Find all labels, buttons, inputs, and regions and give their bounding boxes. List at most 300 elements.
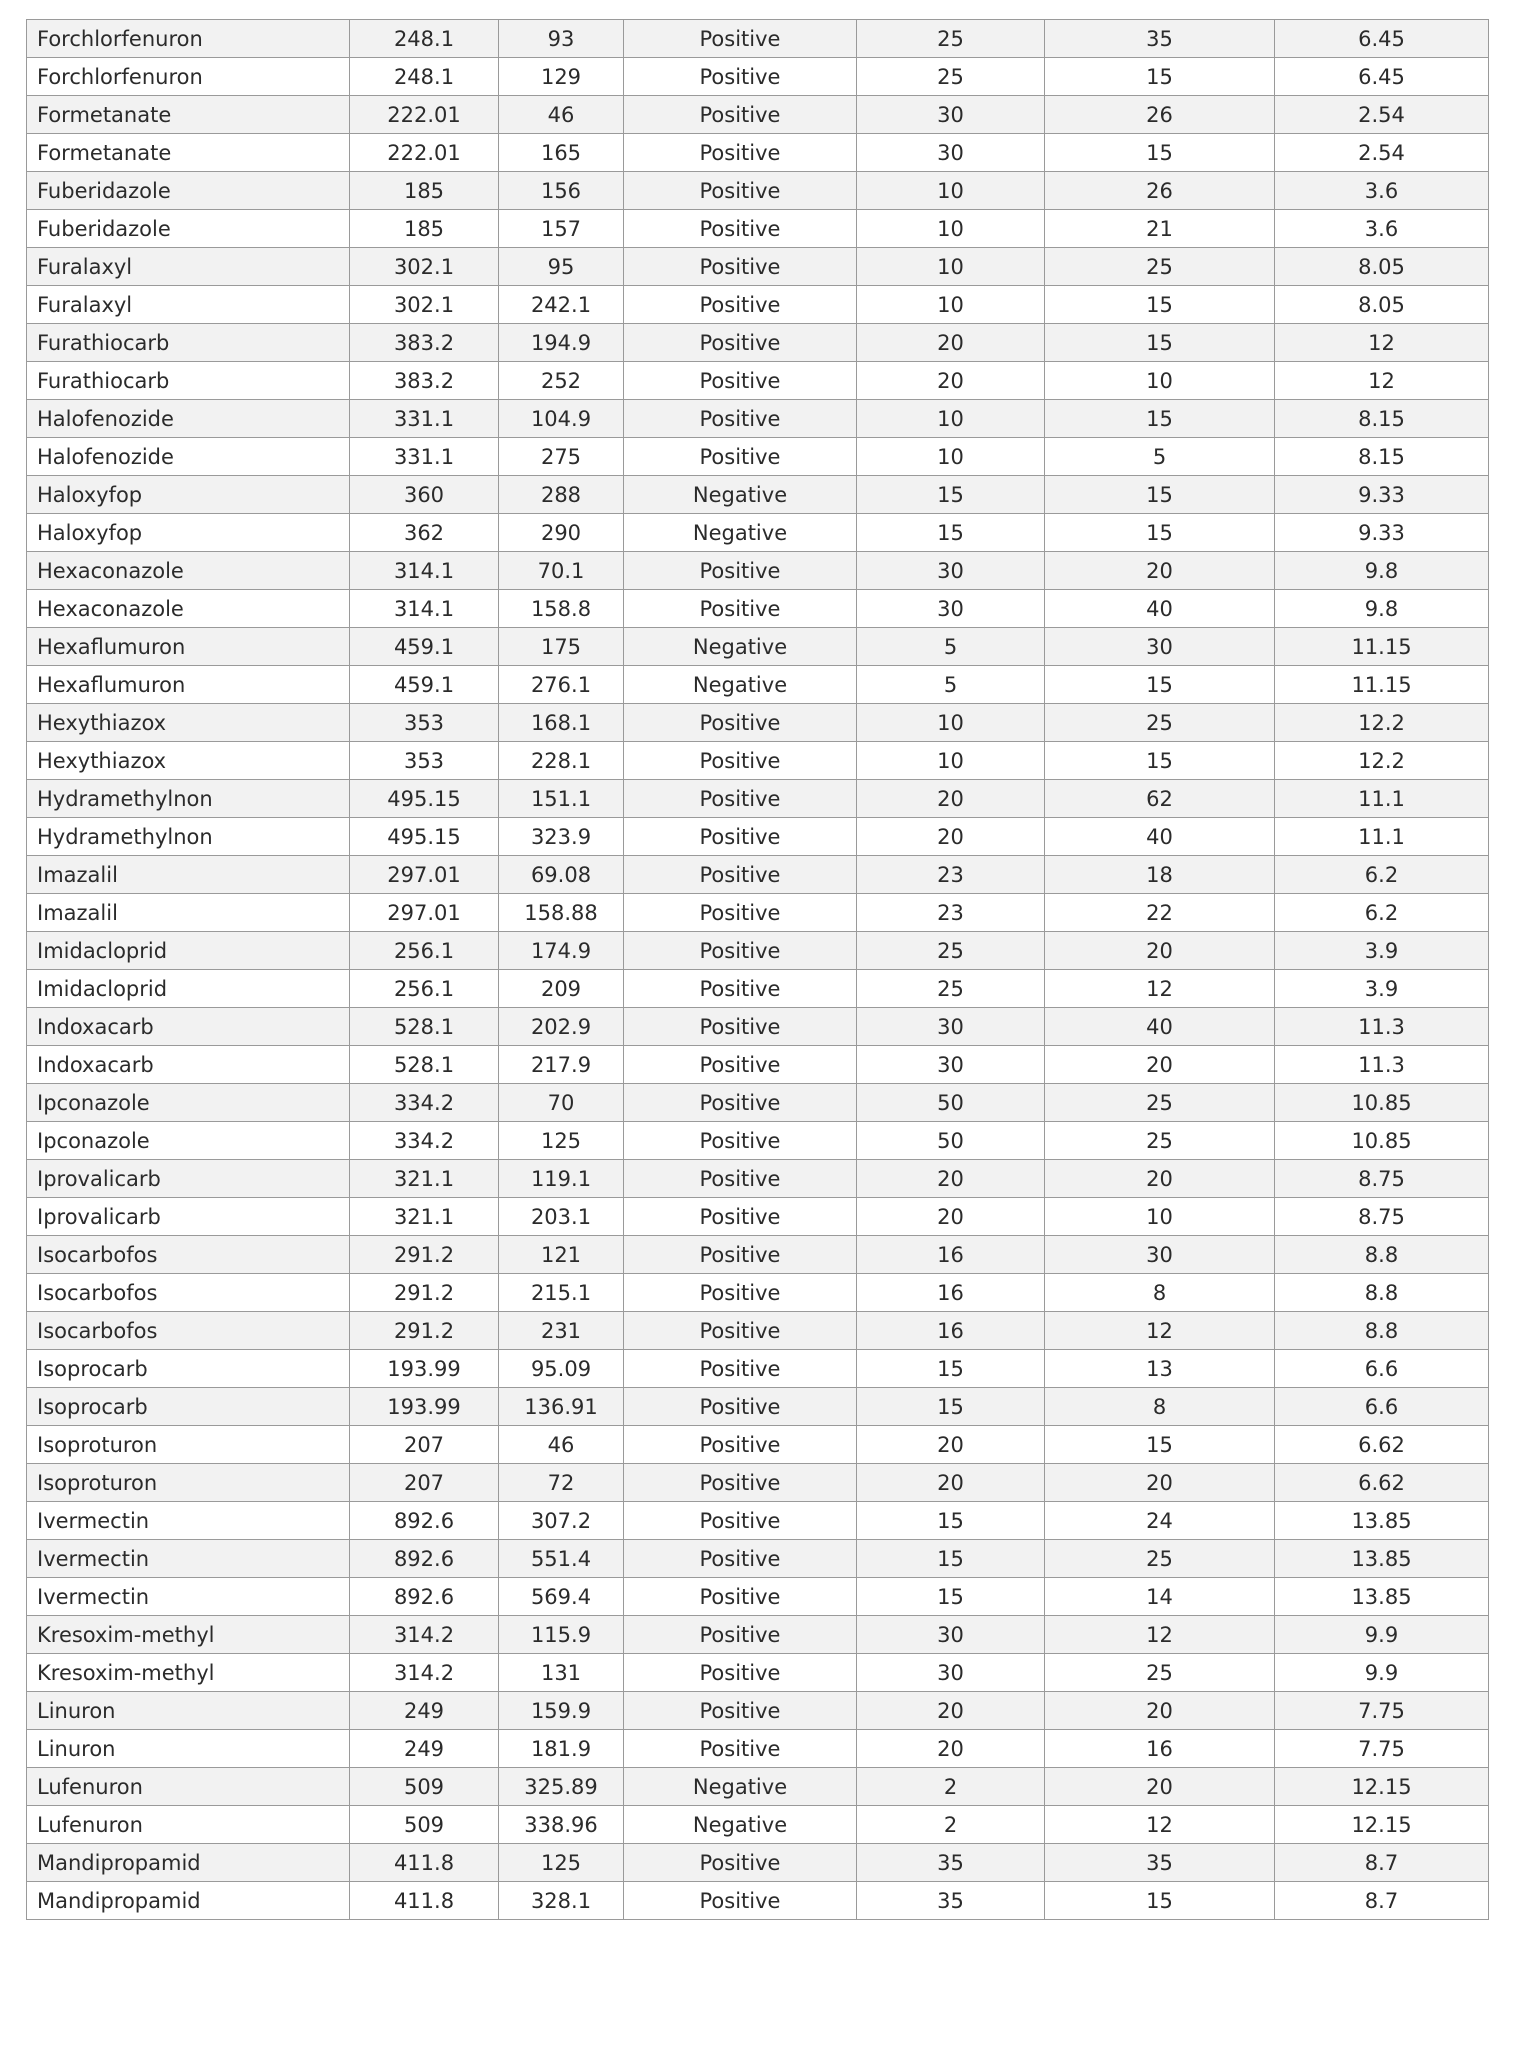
- precursor-ion-cell: 331.1: [350, 438, 499, 476]
- collision-energy-cell: 15: [1045, 400, 1275, 438]
- precursor-ion-cell: 297.01: [350, 894, 499, 932]
- precursor-ion-cell: 892.6: [350, 1502, 499, 1540]
- ion-mode-cell: Positive: [624, 1084, 857, 1122]
- cone-voltage-cell: 20: [857, 362, 1045, 400]
- product-ion-cell: 242.1: [499, 286, 624, 324]
- collision-energy-cell: 12: [1045, 1312, 1275, 1350]
- table-row: [27, 1236, 1489, 1274]
- table-row: [27, 1654, 1489, 1692]
- collision-energy-cell: 21: [1045, 210, 1275, 248]
- precursor-ion-cell: 495.15: [350, 818, 499, 856]
- collision-energy-cell: 15: [1045, 666, 1275, 704]
- table-row: [27, 514, 1489, 552]
- product-ion-cell: 46: [499, 1426, 624, 1464]
- ion-mode-cell: Negative: [624, 1806, 857, 1844]
- product-ion-cell: 151.1: [499, 780, 624, 818]
- retention-time-cell: 3.9: [1275, 970, 1489, 1008]
- product-ion-cell: 323.9: [499, 818, 624, 856]
- collision-energy-cell: 25: [1045, 1540, 1275, 1578]
- precursor-ion-cell: 383.2: [350, 324, 499, 362]
- collision-energy-cell: 25: [1045, 1084, 1275, 1122]
- compound-cell: Hexaflumuron: [27, 628, 350, 666]
- retention-time-cell: 6.62: [1275, 1426, 1489, 1464]
- precursor-ion-cell: 459.1: [350, 666, 499, 704]
- compound-cell: Isocarbofos: [27, 1312, 350, 1350]
- retention-time-cell: 2.54: [1275, 134, 1489, 172]
- precursor-ion-cell: 509: [350, 1806, 499, 1844]
- cone-voltage-cell: 2: [857, 1806, 1045, 1844]
- cone-voltage-cell: 20: [857, 818, 1045, 856]
- product-ion-cell: 119.1: [499, 1160, 624, 1198]
- product-ion-cell: 104.9: [499, 400, 624, 438]
- cone-voltage-cell: 35: [857, 1882, 1045, 1920]
- product-ion-cell: 325.89: [499, 1768, 624, 1806]
- product-ion-cell: 288: [499, 476, 624, 514]
- compound-cell: Isoprocarb: [27, 1388, 350, 1426]
- table-row: [27, 400, 1489, 438]
- collision-energy-cell: 25: [1045, 1654, 1275, 1692]
- cone-voltage-cell: 35: [857, 1844, 1045, 1882]
- compound-cell: Imidacloprid: [27, 970, 350, 1008]
- retention-time-cell: 12.15: [1275, 1806, 1489, 1844]
- precursor-ion-cell: 248.1: [350, 20, 499, 58]
- product-ion-cell: 307.2: [499, 1502, 624, 1540]
- compound-cell: Furalaxyl: [27, 248, 350, 286]
- precursor-ion-cell: 256.1: [350, 932, 499, 970]
- compound-cell: Ivermectin: [27, 1502, 350, 1540]
- retention-time-cell: 11.15: [1275, 666, 1489, 704]
- product-ion-cell: 569.4: [499, 1578, 624, 1616]
- retention-time-cell: 13.85: [1275, 1540, 1489, 1578]
- table-row: [27, 1692, 1489, 1730]
- collision-energy-cell: 14: [1045, 1578, 1275, 1616]
- precursor-ion-cell: 411.8: [350, 1844, 499, 1882]
- collision-energy-cell: 62: [1045, 780, 1275, 818]
- compound-cell: Halofenozide: [27, 400, 350, 438]
- product-ion-cell: 93: [499, 20, 624, 58]
- collision-energy-cell: 20: [1045, 552, 1275, 590]
- collision-energy-cell: 12: [1045, 1616, 1275, 1654]
- cone-voltage-cell: 10: [857, 742, 1045, 780]
- ion-mode-cell: Positive: [624, 1540, 857, 1578]
- retention-time-cell: 6.62: [1275, 1464, 1489, 1502]
- precursor-ion-cell: 314.1: [350, 552, 499, 590]
- product-ion-cell: 158.8: [499, 590, 624, 628]
- precursor-ion-cell: 185: [350, 210, 499, 248]
- precursor-ion-cell: 528.1: [350, 1046, 499, 1084]
- precursor-ion-cell: 360: [350, 476, 499, 514]
- ion-mode-cell: Positive: [624, 438, 857, 476]
- table-row: [27, 1046, 1489, 1084]
- table-row: [27, 1388, 1489, 1426]
- ion-mode-cell: Positive: [624, 1730, 857, 1768]
- table-row: [27, 1540, 1489, 1578]
- retention-time-cell: 8.8: [1275, 1312, 1489, 1350]
- cone-voltage-cell: 10: [857, 172, 1045, 210]
- ion-mode-cell: Positive: [624, 1426, 857, 1464]
- table-row: [27, 58, 1489, 96]
- product-ion-cell: 46: [499, 96, 624, 134]
- compound-cell: Iprovalicarb: [27, 1198, 350, 1236]
- collision-energy-cell: 15: [1045, 324, 1275, 362]
- ion-mode-cell: Positive: [624, 20, 857, 58]
- ion-mode-cell: Positive: [624, 1312, 857, 1350]
- retention-time-cell: 9.9: [1275, 1654, 1489, 1692]
- precursor-ion-cell: 331.1: [350, 400, 499, 438]
- compound-cell: Forchlorfenuron: [27, 20, 350, 58]
- cone-voltage-cell: 30: [857, 96, 1045, 134]
- retention-time-cell: 10.85: [1275, 1122, 1489, 1160]
- compound-cell: Lufenuron: [27, 1768, 350, 1806]
- product-ion-cell: 202.9: [499, 1008, 624, 1046]
- cone-voltage-cell: 30: [857, 552, 1045, 590]
- retention-time-cell: 8.7: [1275, 1844, 1489, 1882]
- table-row: [27, 742, 1489, 780]
- table-row: [27, 1198, 1489, 1236]
- collision-energy-cell: 30: [1045, 628, 1275, 666]
- table-row: [27, 970, 1489, 1008]
- product-ion-cell: 174.9: [499, 932, 624, 970]
- collision-energy-cell: 20: [1045, 1692, 1275, 1730]
- retention-time-cell: 8.75: [1275, 1198, 1489, 1236]
- compound-cell: Hexythiazox: [27, 742, 350, 780]
- cone-voltage-cell: 10: [857, 438, 1045, 476]
- cone-voltage-cell: 23: [857, 856, 1045, 894]
- compound-cell: Isoprocarb: [27, 1350, 350, 1388]
- ion-mode-cell: Positive: [624, 1502, 857, 1540]
- precursor-ion-cell: 334.2: [350, 1122, 499, 1160]
- product-ion-cell: 95: [499, 248, 624, 286]
- compound-cell: Forchlorfenuron: [27, 58, 350, 96]
- ion-mode-cell: Negative: [624, 666, 857, 704]
- compound-cell: Isoproturon: [27, 1464, 350, 1502]
- cone-voltage-cell: 20: [857, 1426, 1045, 1464]
- cone-voltage-cell: 20: [857, 780, 1045, 818]
- product-ion-cell: 175: [499, 628, 624, 666]
- table-container: [26, 19, 1489, 1920]
- precursor-ion-cell: 291.2: [350, 1236, 499, 1274]
- product-ion-cell: 228.1: [499, 742, 624, 780]
- collision-energy-cell: 15: [1045, 286, 1275, 324]
- collision-energy-cell: 25: [1045, 248, 1275, 286]
- product-ion-cell: 125: [499, 1122, 624, 1160]
- retention-time-cell: 9.8: [1275, 590, 1489, 628]
- ion-mode-cell: Positive: [624, 704, 857, 742]
- product-ion-cell: 231: [499, 1312, 624, 1350]
- ion-mode-cell: Positive: [624, 1046, 857, 1084]
- product-ion-cell: 125: [499, 1844, 624, 1882]
- compound-cell: Mandipropamid: [27, 1882, 350, 1920]
- collision-energy-cell: 20: [1045, 932, 1275, 970]
- product-ion-cell: 275: [499, 438, 624, 476]
- cone-voltage-cell: 16: [857, 1274, 1045, 1312]
- cone-voltage-cell: 30: [857, 1046, 1045, 1084]
- precursor-ion-cell: 193.99: [350, 1388, 499, 1426]
- ion-mode-cell: Positive: [624, 970, 857, 1008]
- collision-energy-cell: 30: [1045, 1236, 1275, 1274]
- collision-energy-cell: 12: [1045, 1806, 1275, 1844]
- cone-voltage-cell: 15: [857, 476, 1045, 514]
- precursor-ion-cell: 528.1: [350, 1008, 499, 1046]
- retention-time-cell: 2.54: [1275, 96, 1489, 134]
- cone-voltage-cell: 10: [857, 248, 1045, 286]
- compound-cell: Haloxyfop: [27, 514, 350, 552]
- cone-voltage-cell: 5: [857, 628, 1045, 666]
- precursor-ion-cell: 892.6: [350, 1578, 499, 1616]
- collision-energy-cell: 26: [1045, 172, 1275, 210]
- table-row: [27, 552, 1489, 590]
- compound-cell: Indoxacarb: [27, 1008, 350, 1046]
- retention-time-cell: 6.2: [1275, 856, 1489, 894]
- collision-energy-cell: 20: [1045, 1768, 1275, 1806]
- precursor-ion-cell: 256.1: [350, 970, 499, 1008]
- ion-mode-cell: Positive: [624, 400, 857, 438]
- cone-voltage-cell: 20: [857, 324, 1045, 362]
- retention-time-cell: 8.8: [1275, 1274, 1489, 1312]
- ion-mode-cell: Positive: [624, 1654, 857, 1692]
- compound-cell: Linuron: [27, 1692, 350, 1730]
- precursor-ion-cell: 291.2: [350, 1312, 499, 1350]
- precursor-ion-cell: 509: [350, 1768, 499, 1806]
- cone-voltage-cell: 10: [857, 704, 1045, 742]
- retention-time-cell: 7.75: [1275, 1730, 1489, 1768]
- table-row: [27, 1084, 1489, 1122]
- product-ion-cell: 217.9: [499, 1046, 624, 1084]
- retention-time-cell: 12.2: [1275, 704, 1489, 742]
- precursor-ion-cell: 314.2: [350, 1654, 499, 1692]
- compound-cell: Ivermectin: [27, 1578, 350, 1616]
- ion-mode-cell: Positive: [624, 1198, 857, 1236]
- product-ion-cell: 70.1: [499, 552, 624, 590]
- compound-cell: Formetanate: [27, 134, 350, 172]
- compound-cell: Lufenuron: [27, 1806, 350, 1844]
- precursor-ion-cell: 207: [350, 1464, 499, 1502]
- collision-energy-cell: 15: [1045, 58, 1275, 96]
- ion-mode-cell: Positive: [624, 1578, 857, 1616]
- table-body: [27, 20, 1489, 1920]
- precursor-ion-cell: 321.1: [350, 1160, 499, 1198]
- cone-voltage-cell: 25: [857, 932, 1045, 970]
- compound-cell: Furalaxyl: [27, 286, 350, 324]
- cone-voltage-cell: 20: [857, 1692, 1045, 1730]
- ion-mode-cell: Positive: [624, 1236, 857, 1274]
- retention-time-cell: 10.85: [1275, 1084, 1489, 1122]
- collision-energy-cell: 20: [1045, 1160, 1275, 1198]
- retention-time-cell: 6.6: [1275, 1388, 1489, 1426]
- compound-cell: Isocarbofos: [27, 1274, 350, 1312]
- compound-cell: Imidacloprid: [27, 932, 350, 970]
- data-table: [26, 19, 1489, 1920]
- collision-energy-cell: 15: [1045, 134, 1275, 172]
- product-ion-cell: 129: [499, 58, 624, 96]
- precursor-ion-cell: 222.01: [350, 134, 499, 172]
- compound-cell: Fuberidazole: [27, 210, 350, 248]
- retention-time-cell: 11.1: [1275, 780, 1489, 818]
- ion-mode-cell: Positive: [624, 818, 857, 856]
- precursor-ion-cell: 353: [350, 742, 499, 780]
- ion-mode-cell: Positive: [624, 894, 857, 932]
- table-row: [27, 1616, 1489, 1654]
- retention-time-cell: 3.9: [1275, 932, 1489, 970]
- collision-energy-cell: 16: [1045, 1730, 1275, 1768]
- collision-energy-cell: 15: [1045, 1882, 1275, 1920]
- product-ion-cell: 115.9: [499, 1616, 624, 1654]
- product-ion-cell: 203.1: [499, 1198, 624, 1236]
- ion-mode-cell: Positive: [624, 134, 857, 172]
- table-row: [27, 362, 1489, 400]
- collision-energy-cell: 5: [1045, 438, 1275, 476]
- retention-time-cell: 11.1: [1275, 818, 1489, 856]
- compound-cell: Imazalil: [27, 894, 350, 932]
- compound-cell: Ipconazole: [27, 1084, 350, 1122]
- precursor-ion-cell: 302.1: [350, 286, 499, 324]
- retention-time-cell: 12: [1275, 362, 1489, 400]
- collision-energy-cell: 25: [1045, 704, 1275, 742]
- ion-mode-cell: Positive: [624, 1008, 857, 1046]
- compound-cell: Kresoxim-methyl: [27, 1654, 350, 1692]
- table-row: [27, 1844, 1489, 1882]
- ion-mode-cell: Positive: [624, 1350, 857, 1388]
- ion-mode-cell: Positive: [624, 552, 857, 590]
- compound-cell: Hexaconazole: [27, 552, 350, 590]
- cone-voltage-cell: 30: [857, 1654, 1045, 1692]
- compound-cell: Iprovalicarb: [27, 1160, 350, 1198]
- product-ion-cell: 551.4: [499, 1540, 624, 1578]
- table-row: [27, 1464, 1489, 1502]
- table-row: [27, 476, 1489, 514]
- cone-voltage-cell: 30: [857, 1008, 1045, 1046]
- table-row: [27, 286, 1489, 324]
- cone-voltage-cell: 20: [857, 1160, 1045, 1198]
- table-row: [27, 628, 1489, 666]
- retention-time-cell: 7.75: [1275, 1692, 1489, 1730]
- table-row: [27, 1160, 1489, 1198]
- product-ion-cell: 72: [499, 1464, 624, 1502]
- compound-cell: Halofenozide: [27, 438, 350, 476]
- precursor-ion-cell: 383.2: [350, 362, 499, 400]
- retention-time-cell: 13.85: [1275, 1502, 1489, 1540]
- compound-cell: Hexythiazox: [27, 704, 350, 742]
- cone-voltage-cell: 10: [857, 286, 1045, 324]
- collision-energy-cell: 8: [1045, 1274, 1275, 1312]
- retention-time-cell: 9.33: [1275, 514, 1489, 552]
- retention-time-cell: 8.05: [1275, 286, 1489, 324]
- retention-time-cell: 11.15: [1275, 628, 1489, 666]
- collision-energy-cell: 10: [1045, 1198, 1275, 1236]
- cone-voltage-cell: 5: [857, 666, 1045, 704]
- cone-voltage-cell: 10: [857, 400, 1045, 438]
- compound-cell: Ivermectin: [27, 1540, 350, 1578]
- table-row: [27, 96, 1489, 134]
- table-row: [27, 856, 1489, 894]
- compound-cell: Hydramethylnon: [27, 780, 350, 818]
- retention-time-cell: 3.6: [1275, 210, 1489, 248]
- ion-mode-cell: Negative: [624, 1768, 857, 1806]
- precursor-ion-cell: 248.1: [350, 58, 499, 96]
- product-ion-cell: 165: [499, 134, 624, 172]
- retention-time-cell: 12.2: [1275, 742, 1489, 780]
- product-ion-cell: 168.1: [499, 704, 624, 742]
- table-row: [27, 1312, 1489, 1350]
- product-ion-cell: 181.9: [499, 1730, 624, 1768]
- cone-voltage-cell: 30: [857, 1616, 1045, 1654]
- cone-voltage-cell: 20: [857, 1464, 1045, 1502]
- collision-energy-cell: 8: [1045, 1388, 1275, 1426]
- ion-mode-cell: Positive: [624, 1274, 857, 1312]
- precursor-ion-cell: 222.01: [350, 96, 499, 134]
- product-ion-cell: 159.9: [499, 1692, 624, 1730]
- collision-energy-cell: 40: [1045, 818, 1275, 856]
- ion-mode-cell: Positive: [624, 742, 857, 780]
- product-ion-cell: 338.96: [499, 1806, 624, 1844]
- collision-energy-cell: 26: [1045, 96, 1275, 134]
- ion-mode-cell: Positive: [624, 1692, 857, 1730]
- cone-voltage-cell: 15: [857, 1388, 1045, 1426]
- compound-cell: Furathiocarb: [27, 324, 350, 362]
- ion-mode-cell: Positive: [624, 1160, 857, 1198]
- ion-mode-cell: Positive: [624, 1388, 857, 1426]
- compound-cell: Kresoxim-methyl: [27, 1616, 350, 1654]
- cone-voltage-cell: 25: [857, 20, 1045, 58]
- cone-voltage-cell: 25: [857, 970, 1045, 1008]
- precursor-ion-cell: 249: [350, 1730, 499, 1768]
- product-ion-cell: 156: [499, 172, 624, 210]
- ion-mode-cell: Positive: [624, 1844, 857, 1882]
- precursor-ion-cell: 302.1: [350, 248, 499, 286]
- ion-mode-cell: Positive: [624, 58, 857, 96]
- table-row: [27, 932, 1489, 970]
- ion-mode-cell: Negative: [624, 628, 857, 666]
- compound-cell: Haloxyfop: [27, 476, 350, 514]
- retention-time-cell: 8.8: [1275, 1236, 1489, 1274]
- compound-cell: Hexaflumuron: [27, 666, 350, 704]
- retention-time-cell: 6.45: [1275, 58, 1489, 96]
- retention-time-cell: 9.8: [1275, 552, 1489, 590]
- collision-energy-cell: 40: [1045, 590, 1275, 628]
- cone-voltage-cell: 30: [857, 134, 1045, 172]
- product-ion-cell: 209: [499, 970, 624, 1008]
- collision-energy-cell: 24: [1045, 1502, 1275, 1540]
- compound-cell: Hydramethylnon: [27, 818, 350, 856]
- table-row: [27, 894, 1489, 932]
- compound-cell: Isocarbofos: [27, 1236, 350, 1274]
- product-ion-cell: 276.1: [499, 666, 624, 704]
- table-row: [27, 1502, 1489, 1540]
- retention-time-cell: 3.6: [1275, 172, 1489, 210]
- cone-voltage-cell: 15: [857, 514, 1045, 552]
- product-ion-cell: 328.1: [499, 1882, 624, 1920]
- cone-voltage-cell: 23: [857, 894, 1045, 932]
- retention-time-cell: 8.75: [1275, 1160, 1489, 1198]
- table-row: [27, 248, 1489, 286]
- collision-energy-cell: 15: [1045, 514, 1275, 552]
- compound-cell: Linuron: [27, 1730, 350, 1768]
- table-row: [27, 20, 1489, 58]
- ion-mode-cell: Positive: [624, 856, 857, 894]
- ion-mode-cell: Positive: [624, 1616, 857, 1654]
- collision-energy-cell: 15: [1045, 1426, 1275, 1464]
- ion-mode-cell: Positive: [624, 1122, 857, 1160]
- cone-voltage-cell: 20: [857, 1730, 1045, 1768]
- ion-mode-cell: Negative: [624, 514, 857, 552]
- ion-mode-cell: Positive: [624, 1882, 857, 1920]
- precursor-ion-cell: 495.15: [350, 780, 499, 818]
- precursor-ion-cell: 314.2: [350, 1616, 499, 1654]
- product-ion-cell: 290: [499, 514, 624, 552]
- table-row: [27, 438, 1489, 476]
- retention-time-cell: 13.85: [1275, 1578, 1489, 1616]
- ion-mode-cell: Positive: [624, 172, 857, 210]
